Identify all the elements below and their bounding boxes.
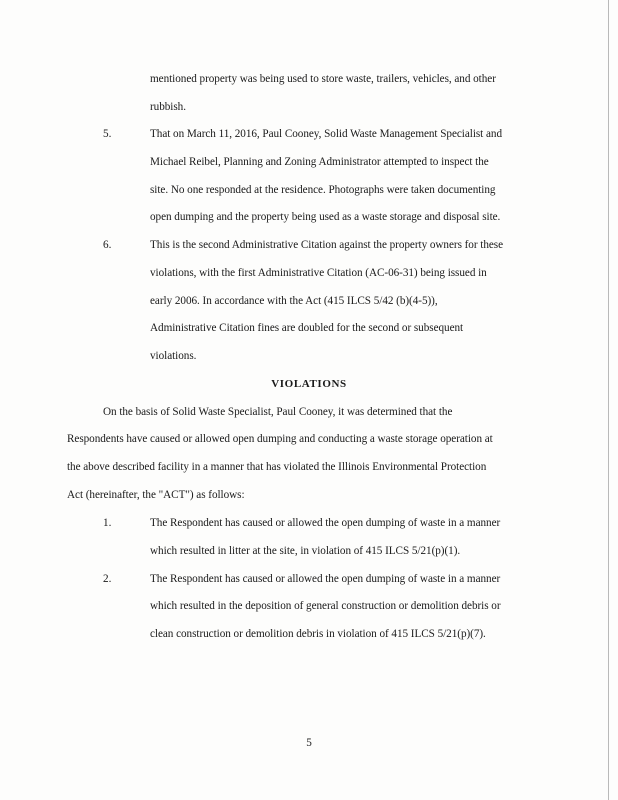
violation-line: The Respondent has caused or allowed the open dumping of waste in a manner — [150, 517, 501, 529]
item-line: Michael Reibel, Planning and Zoning Administrator attempted to inspect the — [150, 156, 489, 168]
item-line: This is the second Administrative Citation against the property owners for these — [150, 239, 503, 251]
violation-line: The Respondent has caused or allowed the open dumping of waste in a manner — [150, 573, 501, 585]
intro-line: Respondents have caused or allowed open dumping and conducting a waste storage operation at — [67, 433, 493, 445]
item-line: open dumping and the property being used as a waste storage and disposal site. — [150, 211, 501, 223]
item-line: That on March 11, 2016, Paul Cooney, Solid Waste Management Specialist and — [150, 128, 502, 140]
page-number: 5 — [306, 737, 312, 749]
violation-number: 2. — [103, 573, 112, 585]
item-line: violations. — [150, 350, 197, 362]
item-line: violations, with the first Administrative Citation (AC-06-31) being issued in — [150, 267, 487, 279]
item-number: 6. — [103, 239, 112, 251]
violation-line: which resulted in the deposition of general construction or demolition debris or — [150, 600, 501, 612]
item-line: site. No one responded at the residence. Photographs were taken documenting — [150, 184, 496, 196]
violation-line: clean construction or demolition debris in violation of 415 ILCS 5/21(p)(7). — [150, 628, 486, 640]
intro-line: Act (hereinafter, the "ACT") as follows: — [67, 489, 245, 501]
continuation-line: rubbish. — [150, 101, 186, 113]
intro-line: On the basis of Solid Waste Specialist, Paul Cooney, it was determined that the — [103, 406, 453, 418]
scan-edge-line — [608, 0, 609, 800]
violation-number: 1. — [103, 517, 112, 529]
violations-heading: VIOLATIONS — [271, 378, 347, 390]
intro-line: the above described facility in a manner that has violated the Illinois Environmental Protection — [67, 461, 487, 473]
continuation-line: mentioned property was being used to store waste, trailers, vehicles, and other — [150, 73, 496, 85]
item-number: 5. — [103, 128, 112, 140]
item-line: Administrative Citation fines are doubled for the second or subsequent — [150, 322, 464, 334]
item-line: early 2006. In accordance with the Act (415 ILCS 5/42 (b)(4-5)), — [150, 295, 438, 307]
violation-line: which resulted in litter at the site, in violation of 415 ILCS 5/21(p)(1). — [150, 545, 461, 557]
